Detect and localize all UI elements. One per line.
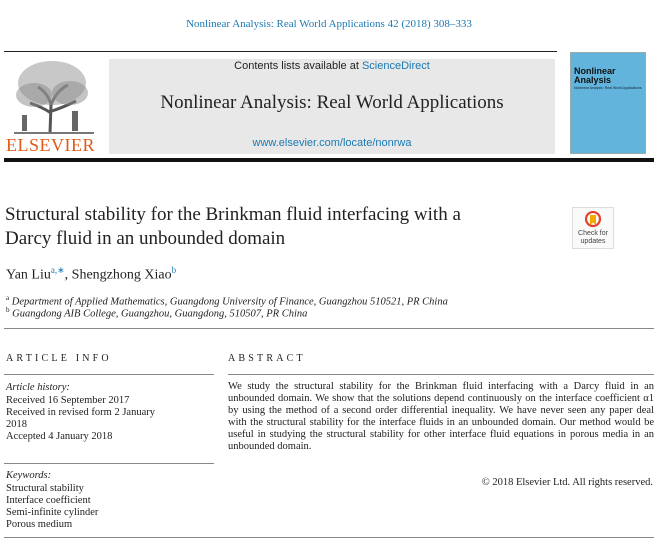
journal-url-link[interactable]: www.elsevier.com/locate/nonrwa bbox=[252, 137, 412, 149]
contents-prefix: Contents lists available at bbox=[234, 60, 362, 72]
article-title bbox=[5, 203, 545, 251]
author-affiliation-mark[interactable]: b bbox=[171, 265, 177, 275]
check-updates-line2: updates bbox=[580, 238, 606, 245]
bottom-divider bbox=[4, 537, 654, 538]
article-info-divider bbox=[4, 374, 214, 375]
header-thick-rule bbox=[4, 158, 654, 162]
cover-title-line1: Nonlinear bbox=[574, 66, 616, 76]
history-line: 2018 bbox=[6, 419, 27, 430]
keyword-item: Semi-infinite cylinder bbox=[6, 507, 99, 518]
bookmark-icon bbox=[585, 211, 601, 229]
check-updates-line1: Check for bbox=[578, 230, 608, 237]
affiliation-mark: b bbox=[6, 306, 10, 314]
check-updates-label bbox=[573, 230, 613, 246]
cover-title-line2: Analysis bbox=[574, 75, 612, 85]
author-name[interactable]: Yan Liu bbox=[6, 267, 51, 283]
article-history-label: Article history: bbox=[6, 382, 70, 393]
article-title-line2: Darcy fluid in an unbounded domain bbox=[5, 228, 286, 249]
keyword-item: Interface coefficient bbox=[6, 495, 91, 506]
affiliation-mark: a bbox=[6, 294, 10, 302]
author-list bbox=[6, 265, 176, 284]
history-line: Received in revised form 2 January bbox=[6, 407, 155, 418]
contents-line bbox=[109, 60, 555, 72]
keywords-divider bbox=[4, 463, 214, 464]
author-affiliation-mark[interactable]: a,∗ bbox=[50, 265, 65, 275]
section-divider bbox=[4, 328, 654, 329]
cover-subtitle: Nonlinear Analysis: Real World Applications bbox=[574, 86, 642, 90]
abstract-text: We study the structural stability for the Brinkman fluid interfacing with a Darcy fluid in an unbounded domain. We show that the solutions depend continuously on the interface coefficient α1 by using the method of a second order differential inequality. We have never seen any paper deal with the structural stability for the interface fluids in an unbounded domain. Our method would be useful in studying the structural stability for other interface fluid equations in porous media in an unbounded domain. bbox=[228, 381, 654, 452]
header-top-rule bbox=[4, 51, 557, 52]
author-separator: , bbox=[64, 267, 72, 283]
article-history-list bbox=[6, 395, 211, 443]
author-name[interactable]: Shengzhong Xiao bbox=[71, 267, 172, 283]
cover-title bbox=[574, 67, 642, 85]
article-info-heading: ARTICLE INFO bbox=[6, 353, 112, 364]
sciencedirect-link[interactable]: ScienceDirect bbox=[361, 60, 430, 72]
copyright-notice: © 2018 Elsevier Ltd. All rights reserved. bbox=[481, 477, 653, 488]
article-title-line1: Structural stability for the Brinkman fluid interfacing with a bbox=[5, 204, 461, 225]
keyword-item: Structural stability bbox=[6, 483, 84, 494]
keywords-label: Keywords: bbox=[6, 470, 52, 481]
keywords-list bbox=[6, 483, 211, 531]
keyword-item: Porous medium bbox=[6, 519, 73, 530]
affiliation-text: Guangdong AIB College, Guangzhou, Guangdong, 510507, PR China bbox=[12, 308, 308, 320]
affiliation-b bbox=[6, 306, 307, 320]
abstract-divider bbox=[228, 374, 654, 375]
abstract-heading: ABSTRACT bbox=[228, 353, 306, 364]
check-for-updates-button[interactable] bbox=[572, 207, 614, 249]
affiliation-text: Department of Applied Mathematics, Guangdong University of Finance, Guangzhou 510521, PR China bbox=[11, 296, 448, 308]
history-line: Accepted 4 January 2018 bbox=[6, 431, 113, 442]
journal-citation[interactable]: Nonlinear Analysis: Real World Applications 42 (2018) 308–333 bbox=[186, 18, 472, 30]
elsevier-wordmark: ELSEVIER bbox=[6, 135, 95, 155]
history-line: Received 16 September 2017 bbox=[6, 395, 130, 406]
journal-name: Nonlinear Analysis: Real World Applications bbox=[160, 92, 504, 113]
